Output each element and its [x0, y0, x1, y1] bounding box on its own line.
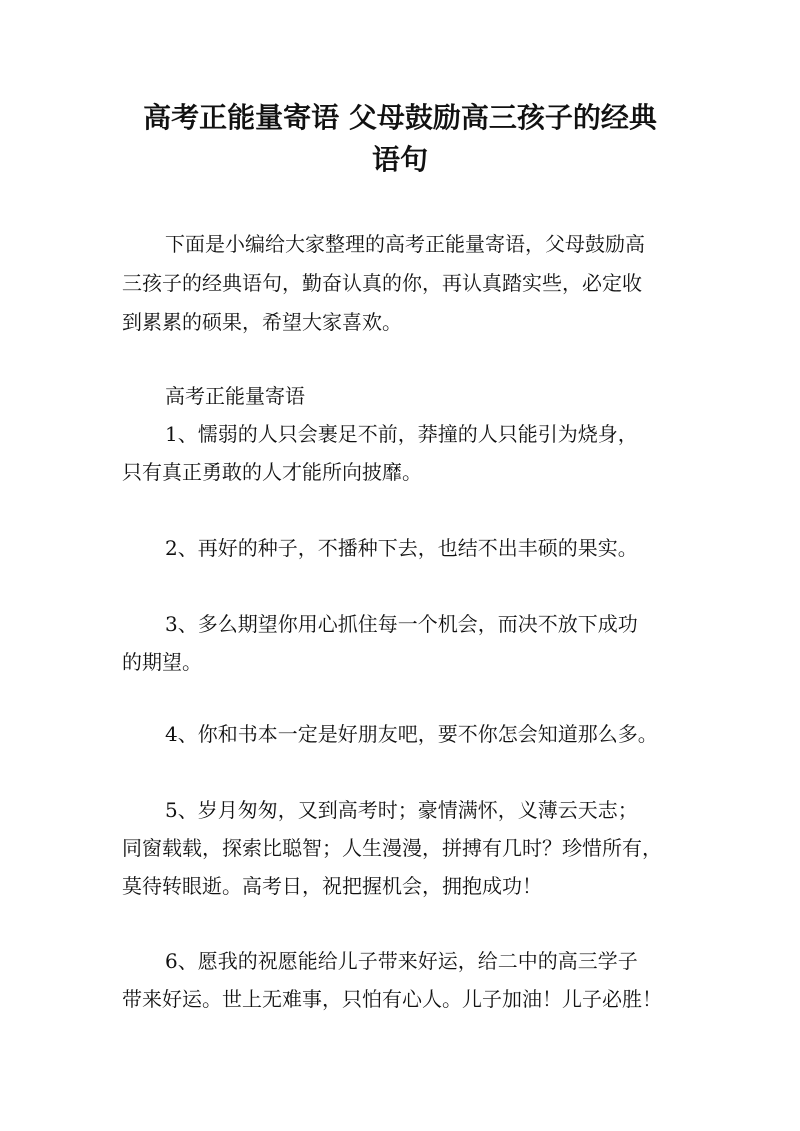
title-line-2: 语句: [371, 143, 428, 176]
item-6-line-2: 带来好运。世上无难事，只怕有心人。儿子加油！儿子必胜！: [122, 987, 662, 1011]
item-5-line-3: 莫待转眼逝。高考日，祝把握机会，拥抱成功！: [122, 874, 542, 898]
item-4-line-1: 4、你和书本一定是好朋友吧，要不你怎会知道那么多。: [165, 722, 658, 746]
item-2-line-1: 2、再好的种子，不播种下去，也结不出丰硕的果实。: [165, 536, 638, 560]
intro-line-1: 下面是小编给大家整理的高考正能量寄语，父母鼓励高: [165, 232, 645, 256]
intro-line-2: 三孩子的经典语句，勤奋认真的你，再认真踏实些，必定收: [122, 271, 642, 295]
item-1-line-1: 1、懦弱的人只会裹足不前，莽撞的人只能引为烧身，: [165, 422, 638, 446]
item-6-line-1: 6、愿我的祝愿能给儿子带来好运，给二中的高三学子: [165, 949, 638, 973]
item-5-line-2: 同窗载载，探索比聪智；人生漫漫，拼搏有几时？珍惜所有，: [122, 836, 662, 860]
section-heading: 高考正能量寄语: [165, 384, 305, 408]
item-3-line-2: 的期望。: [122, 650, 202, 674]
item-5-line-1: 5、岁月匆匆，又到高考时；豪情满怀，义薄云天志；: [165, 798, 638, 822]
item-1-line-2: 只有真正勇敢的人才能所向披靡。: [122, 460, 422, 484]
title-line-1: 高考正能量寄语 父母鼓励高三孩子的经典: [143, 101, 657, 134]
intro-line-3: 到累累的硕果，希望大家喜欢。: [122, 310, 402, 334]
item-3-line-1: 3、多么期望你用心抓住每一个机会，而决不放下成功: [165, 612, 638, 636]
